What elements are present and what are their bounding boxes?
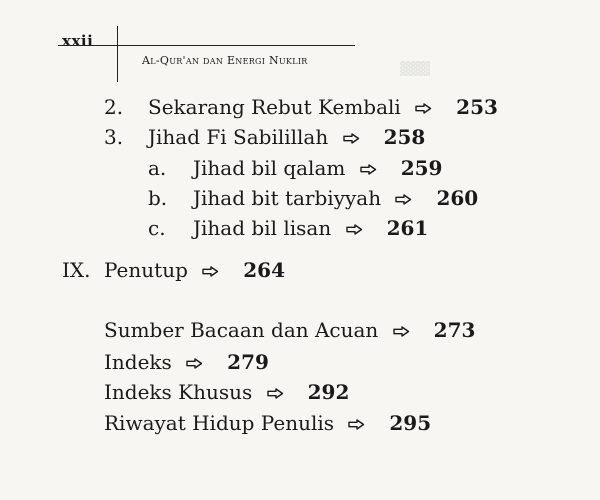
toc-entry	[104, 95, 498, 119]
toc-subentry	[148, 216, 428, 240]
toc-entry-number: a.	[148, 156, 167, 180]
toc-entry-title: Jihad bil lisan	[193, 216, 332, 240]
toc-entry-number: 2.	[104, 95, 124, 119]
toc-entry-page: 258	[383, 125, 426, 149]
toc-entry-number: 3.	[104, 125, 124, 149]
toc-entry-title: Indeks Khusus	[104, 380, 253, 404]
toc-entry-page: 292	[307, 380, 350, 404]
toc-entry-title: Jihad Fi Sabilillah	[148, 125, 329, 149]
right-arrow-icon	[415, 103, 432, 114]
toc-entry-number: b.	[148, 186, 168, 210]
right-arrow-icon	[395, 194, 412, 205]
toc-entry	[104, 125, 425, 149]
right-arrow-icon	[348, 419, 365, 430]
toc-entry-number: c.	[148, 216, 166, 240]
toc-entry	[104, 380, 349, 404]
running-head: Al-Qur'an dan Energi Nuklir	[142, 54, 308, 67]
toc-entry-page: 273	[433, 318, 476, 342]
toc-entry-page: 259	[400, 156, 443, 180]
toc-entry-title: Jihad bit tarbiyyah	[193, 186, 382, 210]
toc-entry	[104, 350, 269, 374]
toc-entry-page: 295	[389, 411, 432, 435]
toc-entry-title: Riwayat Hidup Penulis	[104, 411, 335, 435]
toc-entry	[104, 411, 431, 435]
right-arrow-icon	[186, 358, 203, 369]
toc-entry-title: Penutup	[104, 258, 188, 282]
right-arrow-icon	[346, 224, 363, 235]
toc-entry	[104, 318, 475, 342]
toc-entry-page: 261	[386, 216, 429, 240]
toc-entry-page: 253	[456, 95, 498, 119]
toc-entry-title: Jihad bil qalam	[193, 156, 346, 180]
right-arrow-icon	[267, 388, 284, 399]
page-number: xxii	[62, 32, 94, 50]
toc-entry-title: Sumber Bacaan dan Acuan	[104, 318, 379, 342]
bleed-through: ▓▓▓	[400, 62, 430, 77]
toc-subentry	[148, 186, 478, 210]
right-arrow-icon	[202, 266, 219, 277]
header-rule-horizontal	[58, 45, 355, 46]
right-arrow-icon	[343, 133, 360, 144]
right-arrow-icon	[393, 326, 410, 337]
toc-entry-page: 260	[436, 186, 479, 210]
toc-subentry	[148, 156, 442, 180]
toc-entry-number: IX.	[62, 258, 91, 282]
header-rule-vertical	[117, 26, 118, 82]
toc-entry-page: 264	[243, 258, 285, 282]
toc-entry-title: Indeks	[104, 350, 172, 374]
toc-chapter	[62, 258, 285, 282]
toc-entry-page: 279	[227, 350, 269, 374]
right-arrow-icon	[360, 164, 377, 175]
toc-entry-title: Sekarang Rebut Kembali	[148, 95, 401, 119]
